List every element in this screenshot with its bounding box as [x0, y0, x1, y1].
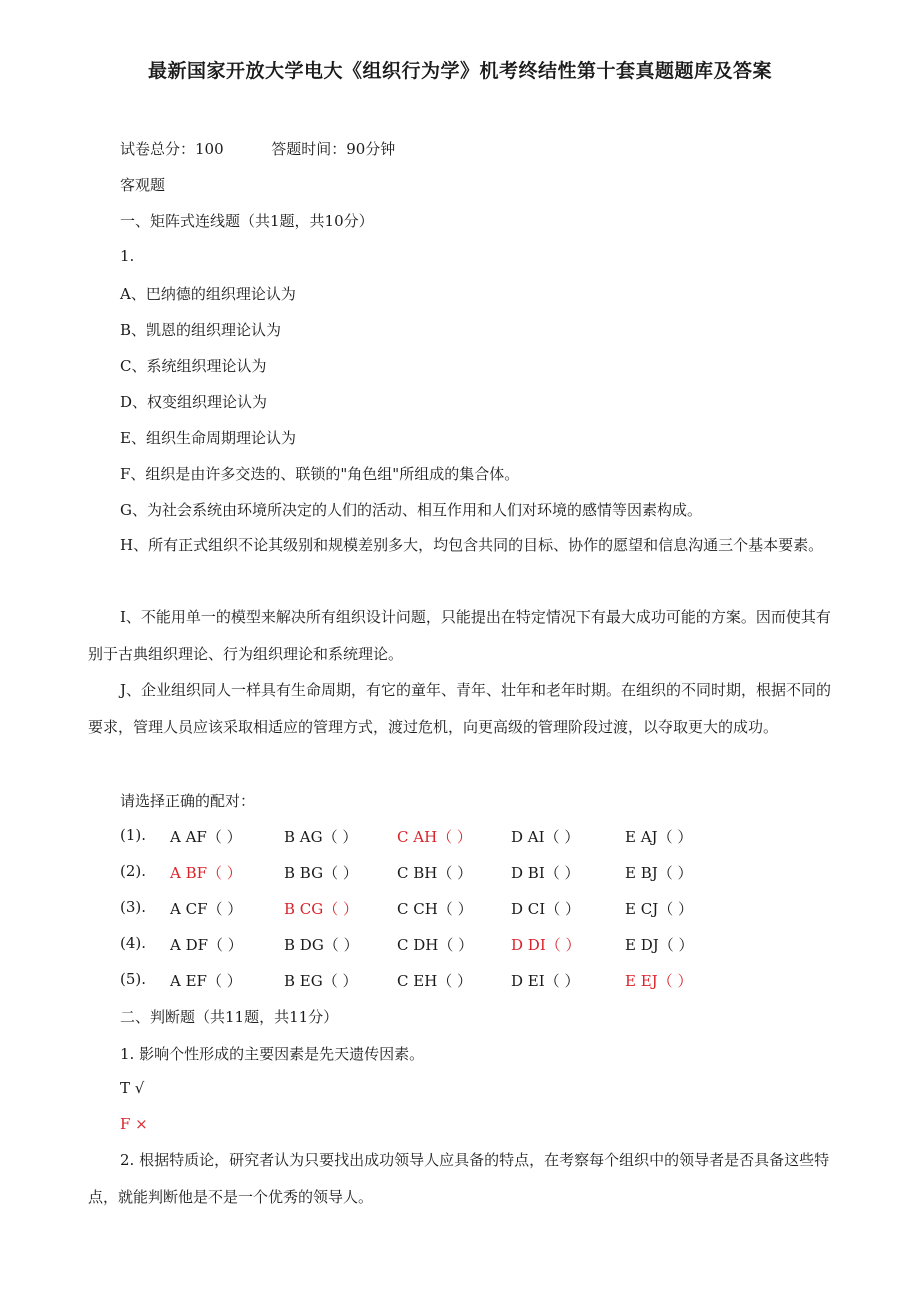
tf-option-true[interactable]: T √ [120, 1079, 145, 1097]
match-option-correct[interactable]: D DI（ ） [511, 936, 581, 954]
match-row-number: (2). [120, 862, 147, 880]
q1-item-g: G、为社会系统由环境所决定的人们的活动、相互作用和人们对环境的感情等因素构成。 [120, 501, 702, 519]
q1-item-h: H、所有正式组织不论其级别和规模差别多大，均包含共同的目标、协作的愿望和信息沟通三个基本要素。 [120, 536, 824, 554]
match-option-correct[interactable]: E EJ（ ） [625, 972, 693, 990]
tf-option-false-answer[interactable]: F × [120, 1115, 148, 1133]
section-objective: 客观题 [120, 176, 166, 194]
match-option-correct[interactable]: A BF（ ） [170, 864, 242, 882]
q1-item-a: A、巴纳德的组织理论认为 [120, 285, 296, 303]
match-option[interactable]: A EF（ ） [170, 972, 242, 990]
match-option[interactable]: D EI（ ） [511, 972, 580, 990]
q1-item-c: C、系统组织理论认为 [120, 357, 267, 375]
q1-item-d: D、权变组织理论认为 [120, 393, 268, 411]
q1-item-e: E、组织生命周期理论认为 [120, 429, 296, 447]
match-option[interactable]: E AJ（ ） [625, 828, 693, 846]
match-option[interactable]: C CH（ ） [397, 900, 473, 918]
match-option[interactable]: C BH（ ） [397, 864, 473, 882]
match-option[interactable]: D CI（ ） [511, 900, 580, 918]
exam-time: 答题时间：90分钟 [271, 140, 396, 158]
q1-item-b: B、凯恩的组织理论认为 [120, 321, 282, 339]
match-option[interactable]: A AF（ ） [170, 828, 242, 846]
tf-question-2: 2. 根据特质论，研究者认为只要找出成功领导人应具备的特点，在考察每个组织中的领导者是否具备这些特点，就能判断他是不是一个优秀的领导人。 [88, 1151, 830, 1206]
match-option[interactable]: B DG（ ） [284, 936, 359, 954]
match-option[interactable]: C DH（ ） [397, 936, 474, 954]
match-option[interactable]: B BG（ ） [284, 864, 358, 882]
match-option[interactable]: D BI（ ） [511, 864, 580, 882]
match-option[interactable]: C EH（ ） [397, 972, 473, 990]
match-option-correct[interactable]: C AH（ ） [397, 828, 472, 846]
tf-question-1: 1. 影响个性形成的主要因素是先天遗传因素。 [120, 1045, 425, 1063]
match-row-number: (4). [120, 934, 147, 952]
total-score: 试卷总分：100 [120, 140, 224, 158]
section2-heading: 二、判断题（共11题，共11分） [120, 1008, 339, 1026]
match-option[interactable]: D AI（ ） [511, 828, 580, 846]
match-option[interactable]: B AG（ ） [284, 828, 358, 846]
exam-meta [120, 138, 395, 159]
match-row-number: (3). [120, 898, 147, 916]
q1-item-j: J、企业组织同人一样具有生命周期，有它的童年、青年、壮年和老年时期。在组织的不同时期，根据不同的要求，管理人员应该采取相适应的管理方式，渡过危机，向更高级的管理阶段过渡，以夺取更大的成功。 [88, 681, 832, 736]
match-option[interactable]: E BJ（ ） [625, 864, 693, 882]
match-option[interactable]: A DF（ ） [170, 936, 243, 954]
match-option[interactable]: A CF（ ） [170, 900, 243, 918]
section1-heading: 一、矩阵式连线题（共1题，共10分） [120, 212, 374, 230]
question-number: 1. [120, 247, 135, 265]
document-title: 最新国家开放大学电大《组织行为学》机考终结性第十套真题题库及答案 [147, 60, 772, 82]
match-row-number: (5). [120, 970, 147, 988]
match-option[interactable]: E CJ（ ） [625, 900, 693, 918]
match-option[interactable]: B EG（ ） [284, 972, 358, 990]
match-option[interactable]: E DJ（ ） [625, 936, 694, 954]
match-option-correct[interactable]: B CG（ ） [284, 900, 359, 918]
q1-item-i: I、不能用单一的模型来解决所有组织设计问题，只能提出在特定情况下有最大成功可能的方案。因而使其有别于古典组织理论、行为组织理论和系统理论。 [88, 608, 831, 663]
q1-item-f: F、组织是由许多交迭的、联锁的"角色组"所组成的集合体。 [120, 465, 520, 483]
match-prompt: 请选择正确的配对： [120, 792, 256, 810]
match-row-number: (1). [120, 826, 147, 844]
